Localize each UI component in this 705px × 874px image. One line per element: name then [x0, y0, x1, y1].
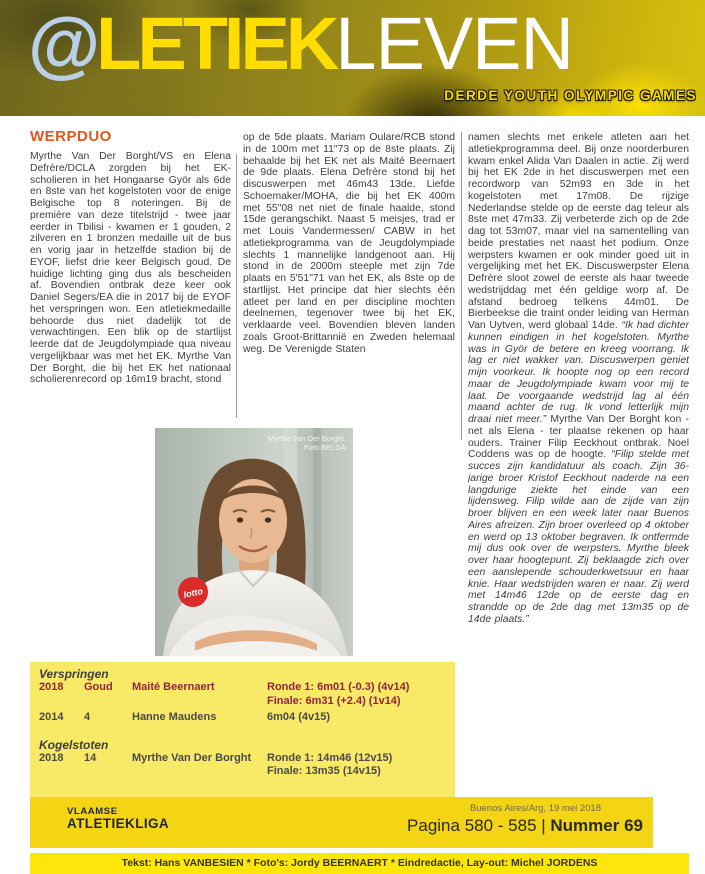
article-headline: WERPDUO	[30, 128, 112, 145]
magazine-logo	[28, 2, 573, 85]
result-line: Ronde 1: 14m46 (12v15)	[267, 751, 393, 764]
table-row-2018-verspringen	[39, 681, 447, 708]
at-symbol: @	[28, 2, 97, 85]
article-column-3-segment-3: “Filip stelde met succes zijn kandidatuur als coach. Zijn 36-jarige broer Kristof Eeckhout naderde na een langdurige ziekte het einde van een lijdensweg. Filip wilde aan de zijde van zijn broer blijven en een week later naar Buenos Aires afreizen. Zijn broer overleed op 4 oktober en werd op 13 oktober begraven. Ik ontfermde mij dus ook over de werpsters. Myrthe bleek over haar hoogtepunt. Zij beklaagde zich over een aanslepende schouderkwetsuur en haar knie. Haar wedstrijden waren er naar. Zij werd met 14m46 12de op de eerste dag en strandde op de 2de dag met 13m35 op de 14de plaats.”	[468, 449, 689, 625]
result-line: Finale: 6m31 (+2.4) (1v14)	[267, 694, 401, 707]
masthead	[0, 0, 705, 116]
column-divider-1	[236, 154, 237, 418]
cell-athlete-name: Maité Beernaert	[132, 681, 215, 693]
article-column-2: op de 5de plaats. Mariam Oulare/RCB stond in de 100m met 11"73 op de 8ste plaats. Zij behaalde bij het EK net als Maité Beernaert de 9de plaats. Elena Defrère stond bij het discuswerpen met 46m43 13de. Liefde Schoemaker/MOHA, die bij het EK 400m met 55"08 net niet de finale haalde, stond 15de gerangschikt. Naast 5 meisjes, trad er met Louis Vandermessen/ CABW in het atletiekprogramma van de Jeugdolympiade slechts 1 mannelijke landgenoot aan. Hij stond in de 2000m steeple met zijn 7de plaats en 5'51"71 van het EK, als 8ste op de startlijst. Het principe dat hier slechts één atleet per land en per discipline mochten deelnemen, tegenover twee bij het EK, verklaarde veel. Bovendien bleven landen zoals Groot-Brittannië en Zweden helemaal weg. De Verenigde Staten	[243, 132, 455, 355]
result-line: 6m04 (4v15)	[267, 711, 330, 723]
cell-result	[267, 711, 447, 725]
separator: |	[541, 816, 551, 835]
article-column-3-segment-1: “Ik had dichter kunnen eindigen in het kogelstoten. Myrthe was in Györ de betere en kreeg voorrang. Ik lag er niet wakker van. Discuswerpen geniet mijn voorkeur. Ik hoopte nog op een record maar de Jeugdolympiade kwam voor mij te laat. De voorgaande wedstrijd lag al één maand achter de rug. Ik vond letterlijk mijn draai niet meer.”	[468, 320, 689, 425]
table-section-title-kogelstoten: Kogelstoten	[39, 737, 109, 752]
page-number-line	[407, 816, 643, 836]
edition-banner: DERDE YOUTH OLYMPIC GAMES	[444, 88, 697, 103]
page-range: Pagina 580 - 585	[407, 816, 542, 835]
cell-athlete-name: Myrthe Van Der Borght	[132, 751, 252, 764]
article-column-1: Myrthe Van Der Borght/VS en Elena Defrère/DCLA zorgden bij het EK-scholieren in het Hongaarse Györ als 6de en 8ste van het kogelstoten voor de enige Belgische top 8 noteringen. Bij de première van deze titelstrijd - twee jaar eerder in Tbilisi - kwamen er 1 gouden, 2 zilveren en 1 bronzen medaille uit de bus en vorig jaar in hetzelfde stadion bij de EYOF, liefst drie keer Belgisch goud. De huidige lichting ging dus als bescheiden af. Bovendien ontbrak deze keer ook Daniel Segers/EA die in 2017 bij de EYOF het verspringen won. Een atletiekmedaille behoorde dus niet dadelijk tot de verwachtingen. Een blik op de startlijst leerde dat de Jeugdolympiade qua niveau vergelijkbaar was met het EK. Myrthe Van Der Borght, die bij het EK het nationaal scholierenrecord op 16m19 bracht, stond	[30, 151, 231, 386]
logo-text-bold: LETIEK	[96, 2, 336, 85]
article-column-3	[468, 132, 689, 822]
cell-athlete-name: Hanne Maudens	[132, 711, 217, 723]
column-divider-2	[461, 132, 462, 440]
org-name-line1: VLAAMSE	[67, 806, 118, 817]
cell-result	[267, 681, 447, 708]
cell-result	[267, 752, 447, 779]
photo-caption-line2: Foto:BELGA	[303, 443, 346, 452]
cell-year: 2014	[39, 711, 64, 723]
table-row-2018-kogelstoten	[39, 752, 447, 779]
issue-number: Nummer 69	[550, 816, 643, 835]
article-column-3-segment-0: namen slechts met enkele atleten aan het atletiekprogramma deel. Bij onze noorderburen kwam enkel Alida Van Daalen in actie. Zij werd bij het EK 2de in het discuswerpen met een recordworp van 52m93 en 3de in het kogelstoten met 17m08. De rijzige Nederlandse stelde op de eerste dag teleur als 8ste met 47m33. Zij verbeterde zich op de 2de dag tot 53m07, maar viel na samentelling van beide prestaties net naast het podium. Onze werpsters kwamen er ook minder goed uit in vergelijking met het EK. Discuswerpster Elena Defrère sloot zowel de eerste als haar tweede wedstrijddag met één geldige worp af. De afstand bedroeg telkens 44m01. De Bierbeekse die traint onder leiding van Herman Van Uytven, werd globaal 14de.	[468, 132, 689, 331]
lotto-badge-label: lotto	[182, 586, 204, 600]
credits-strip: Tekst: Hans VANBESIEN * Foto's: Jordy BEERNAERT * Eindredactie, Lay-out: Michel JORDENS	[30, 853, 689, 874]
cell-place: 14	[84, 751, 97, 764]
table-section-title-verspringen: Verspringen	[39, 667, 109, 681]
athlete-photo	[155, 428, 353, 656]
table-row-2014-verspringen	[39, 711, 447, 725]
vlaamse-atletiekliga-logo	[67, 807, 169, 831]
cell-year: 2018	[39, 751, 64, 764]
result-line: Ronde 1: 6m01 (-0.3) (4v14)	[267, 681, 410, 693]
article-column-3-segment-2: Myrthe Van Der Borght kon - net als Elena - ter plaatse rekenen op haar ouders. Trainer Filip Eeckhout ontbrak. Noel Coddens was op de hoogte.	[468, 414, 689, 461]
dateline: Buenos Aires/Arg, 19 mei 2018	[470, 803, 601, 814]
results-table	[30, 662, 455, 801]
org-name-line2: ATLETIEKLIGA	[67, 815, 170, 831]
cell-place: 4	[84, 711, 91, 723]
cell-place: Goud	[84, 681, 113, 693]
photo-caption-line1: Myrthe Van Der Borght.	[267, 434, 346, 443]
logo-text-light: LEVEN	[335, 2, 573, 85]
cell-year: 2018	[39, 681, 64, 693]
result-line: Finale: 13m35 (14v15)	[267, 765, 381, 777]
footer-bar	[30, 797, 653, 848]
